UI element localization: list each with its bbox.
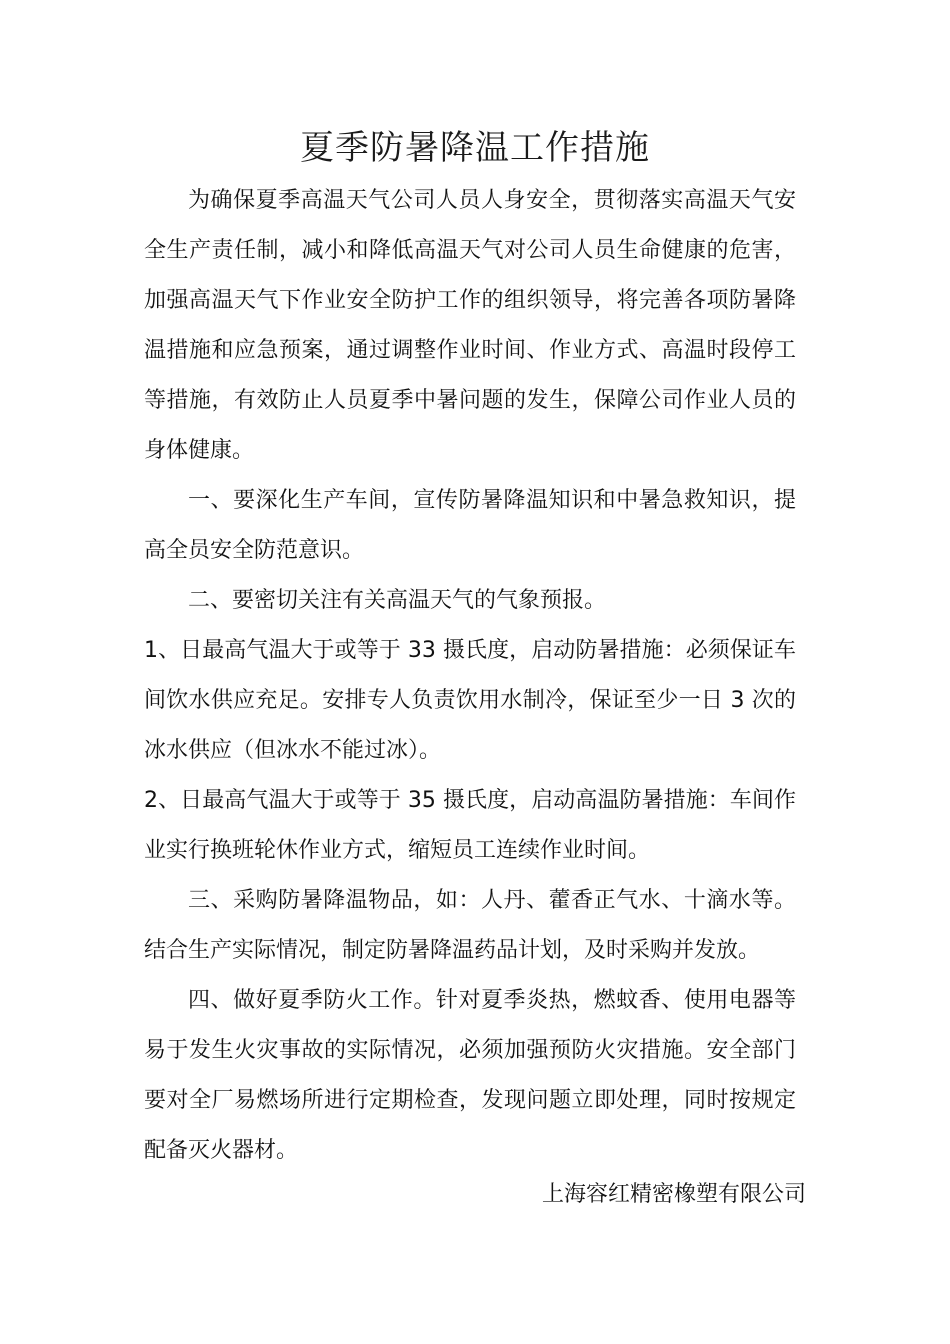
- measure-2-item-2: 2、日最高气温大于或等于 35 摄氏度，启动高温防暑措施：车间作业实行换班轮休作业方式，缩短员工连续作业时间。: [144, 788, 796, 863]
- measure-2-paragraph: 二、要密切关注有关高温天气的气象预报。: [188, 588, 607, 613]
- measure-1-paragraph: 一、要深化生产车间，宣传防暑降温知识和中暑急救知识，提高全员安全防范意识。: [144, 488, 796, 563]
- intro-paragraph: 为确保夏季高温天气公司人员人身安全，贯彻落实高温天气安全生产责任制，减小和降低高温天气对公司人员生命健康的危害，加强高温天气下作业安全防护工作的组织领导，将完善各项防暑降温措施和应急预案，通过调整作业时间、作业方式、高温时段停工等措施，有效防止人员夏季中暑问题的发生，保障公司作业人员的身体健康。: [144, 188, 796, 463]
- company-signature: 上海容红精密橡塑有限公司: [541, 1182, 806, 1207]
- measure-3-paragraph: 三、采购防暑降温物品，如：人丹、藿香正气水、十滴水等。结合生产实际情况，制定防暑降温药品计划，及时采购并发放。: [144, 888, 796, 963]
- measure-4-paragraph: 四、做好夏季防火工作。针对夏季炎热，燃蚊香、使用电器等易于发生火灾事故的实际情况，必须加强预防火灾措施。安全部门要对全厂易燃场所进行定期检查，发现问题立即处理，同时按规定配备灭火器材。: [144, 988, 796, 1163]
- document-body: [144, 176, 796, 1176]
- document-title: 夏季防暑降温工作措施: [300, 128, 650, 168]
- measure-2-item-1: 1、日最高气温大于或等于 33 摄氏度，启动防暑措施：必须保证车间饮水供应充足。安排专人负责饮用水制冷，保证至少一日 3 次的冰水供应（但冰水不能过冰）。: [144, 638, 796, 763]
